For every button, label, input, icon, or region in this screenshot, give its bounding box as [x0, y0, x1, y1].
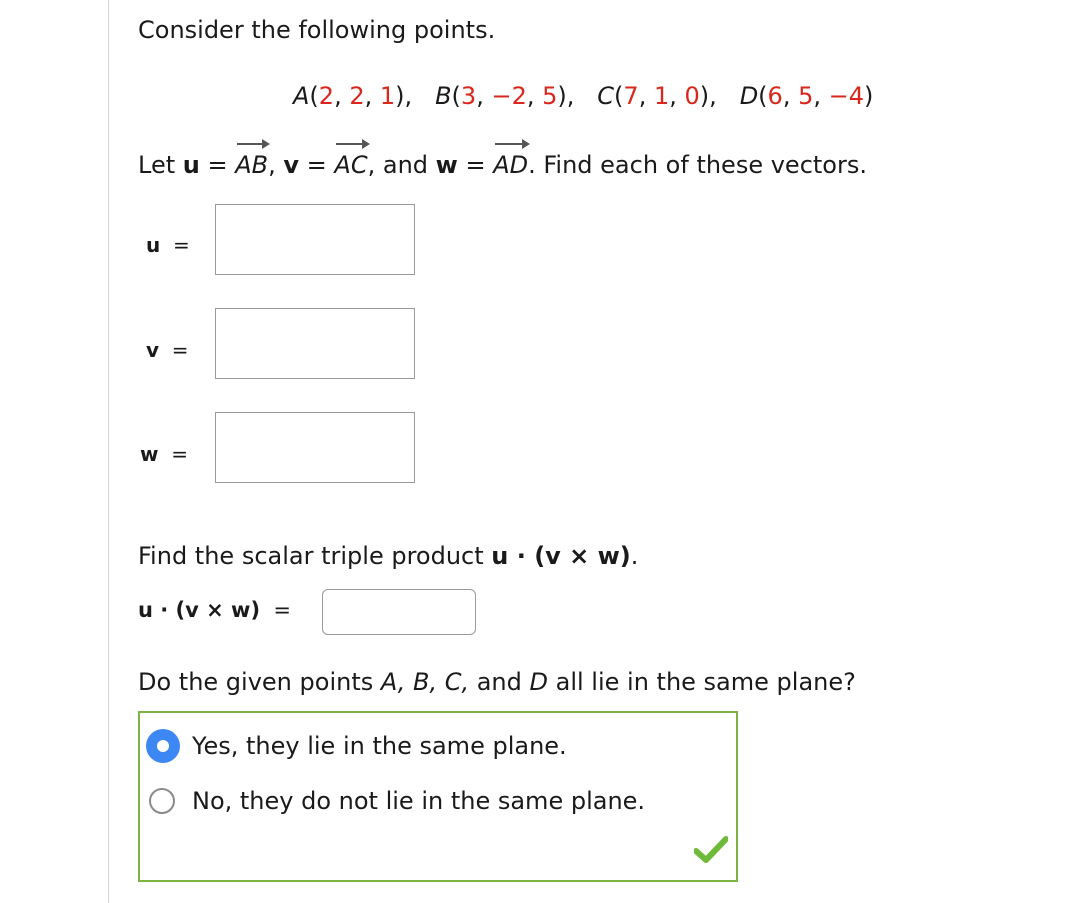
point-b-x: 3: [460, 82, 477, 110]
coplanar-question-points: A, B, C,: [380, 668, 470, 696]
triple-product-prompt-prefix: Find the scalar triple product: [138, 542, 492, 570]
coplanar-question-prefix: Do the given points: [138, 668, 381, 696]
equals-sign: =: [171, 442, 188, 466]
intro-text: Consider the following points.: [138, 16, 496, 44]
point-d-x: 6: [767, 82, 783, 110]
left-border: [108, 0, 109, 903]
u-symbol: u: [182, 151, 200, 179]
radio-no[interactable]: [149, 788, 175, 814]
w-input[interactable]: [215, 412, 415, 483]
point-d-y: 5: [798, 82, 814, 110]
v-input[interactable]: [215, 308, 415, 379]
point-a-y: 2: [349, 82, 365, 110]
point-d-z: −4: [828, 82, 865, 110]
w-symbol: w: [435, 151, 458, 179]
point-b-y: −2: [491, 82, 527, 110]
radio-yes[interactable]: [146, 729, 180, 763]
vector-ad: AD: [493, 151, 529, 179]
point-c-x: 7: [623, 82, 639, 110]
point-a-x: 2: [318, 82, 335, 110]
option-no-label[interactable]: No, they do not lie in the same plane.: [192, 787, 646, 815]
coplanar-question-suffix: all lie in the same plane?: [548, 668, 856, 696]
equals-sign: =: [199, 151, 236, 179]
option-yes-label[interactable]: Yes, they lie in the same plane.: [192, 732, 567, 760]
w-symbol: w: [140, 442, 159, 466]
point-a-label: A: [293, 82, 310, 110]
triple-product-input[interactable]: [322, 589, 476, 635]
u-label: [146, 233, 190, 257]
v-symbol: v: [283, 151, 300, 179]
point-c-z: 0: [684, 82, 700, 110]
v-symbol: v: [146, 338, 160, 362]
vector-ac: AC: [334, 151, 368, 179]
and-text: , and: [367, 151, 436, 179]
v-label: [146, 338, 189, 362]
coplanar-question: [138, 667, 856, 697]
w-label: [140, 442, 188, 466]
triple-product-label: [138, 598, 291, 622]
point-a-z: 1: [379, 82, 396, 110]
and-text: and: [469, 668, 530, 696]
equals-sign: =: [299, 151, 335, 179]
equals-sign: =: [273, 598, 292, 622]
vector-ab: AB: [235, 151, 269, 179]
period: .: [630, 542, 639, 570]
u-symbol: u: [146, 233, 161, 257]
coplanar-question-point-d: D: [529, 668, 548, 696]
equals-sign: =: [172, 233, 190, 257]
triple-product-expression: u · (v × w): [138, 598, 261, 622]
u-input[interactable]: [215, 204, 415, 275]
definition-prefix: Let: [138, 151, 183, 179]
triple-product-expression: u · (v × w): [491, 542, 631, 570]
point-c-y: 1: [653, 82, 670, 110]
equals-sign: =: [171, 338, 189, 362]
point-d-label: D: [739, 82, 759, 110]
comma: ,: [268, 151, 284, 179]
equals-sign: =: [457, 151, 494, 179]
points-line: A(2, 2, 1), B(3, −2, 5), C(7, 1, 0), D(6, 5, −4): [293, 82, 874, 110]
triple-product-prompt: [138, 541, 638, 571]
definition-suffix: . Find each of these vectors.: [528, 151, 867, 179]
checkmark-icon: [694, 836, 728, 864]
point-b-z: 5: [542, 82, 558, 110]
point-c-label: C: [597, 82, 615, 110]
definition-line: [138, 150, 867, 180]
point-b-label: B: [435, 82, 452, 110]
